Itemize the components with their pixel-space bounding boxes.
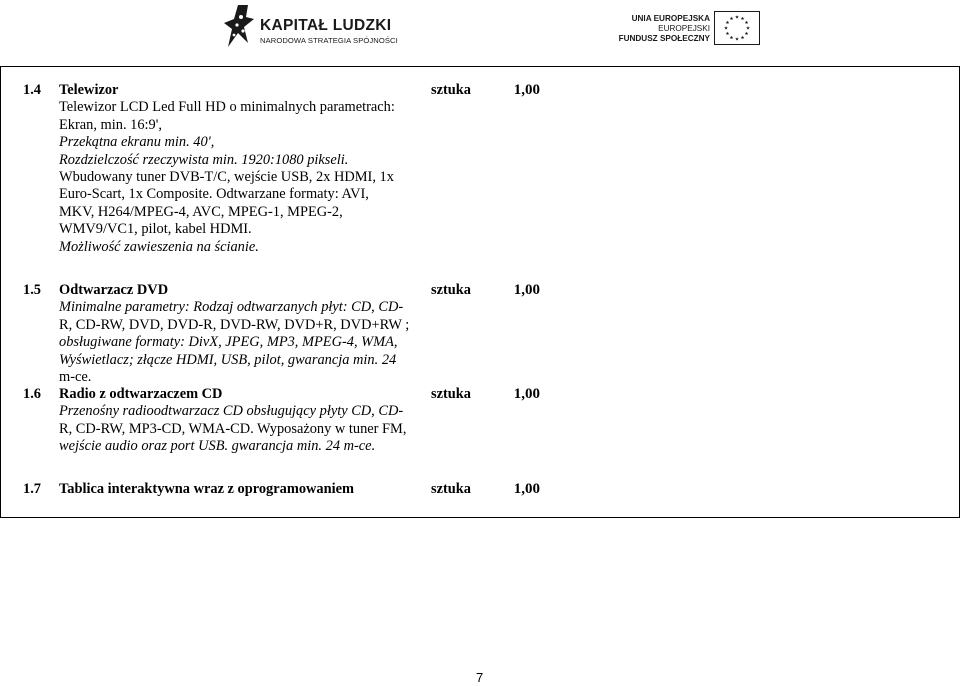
row-line: m-ce.: [59, 369, 92, 386]
row-line: obsługiwane formaty: DivX, JPEG, MP3, MPEG-4, WMA,: [59, 334, 398, 351]
kapital-ludzki-logo: [224, 3, 404, 53]
row-title: Radio z odtwarzaczem CD: [59, 386, 223, 402]
row-description: [59, 82, 419, 256]
row-line: Wbudowany tuner DVB-T/C, wejście USB, 2x HDMI, 1x: [59, 169, 394, 186]
page-number: 7: [476, 670, 484, 685]
row-line: Ekran, min. 16:9',: [59, 116, 162, 133]
row-line: Możliwość zawieszenia na ścianie.: [59, 238, 259, 255]
row-line: Przekątna ekranu min. 40',: [59, 134, 215, 151]
row-line: Rozdzielczość rzeczywista min. 1920:1080 pikseli.: [59, 151, 349, 168]
row-line: MKV, H264/MPEG-4, AVC, MPEG-1, MPEG-2,: [59, 203, 343, 220]
eu-flag-icon: [714, 11, 760, 45]
row-number: 1.7: [23, 481, 41, 497]
eu-logo-line2: EUROPEJSKI: [658, 24, 710, 33]
row-description: [59, 481, 429, 498]
kapital-ludzki-emblem-icon: [224, 3, 256, 51]
eu-logo: [600, 11, 760, 47]
kapital-ludzki-subtitle: NARODOWA STRATEGIA SPÓJNOŚCI: [260, 36, 398, 45]
row-line: Przenośny radioodtwarzacz CD obsługujący płyty CD, CD-: [59, 403, 404, 420]
row-title: Tablica interaktywna wraz z oprogramowaniem: [59, 481, 354, 497]
row-title: Odtwarzacz DVD: [59, 282, 169, 298]
row-line: Telewizor LCD Led Full HD o minimalnych parametrach:: [59, 99, 395, 116]
row-line: R, CD-RW, DVD, DVD-R, DVD-RW, DVD+R, DVD+RW ;: [59, 316, 410, 333]
row-unit: sztuka: [431, 282, 471, 298]
row-unit: sztuka: [431, 82, 471, 98]
row-unit: sztuka: [431, 386, 471, 402]
eu-logo-line1: UNIA EUROPEJSKA: [631, 14, 710, 23]
row-description: [59, 282, 419, 386]
row-line: Euro-Scart, 1x Composite. Odtwarzane formaty: AVI,: [59, 186, 369, 203]
eu-logo-line3: FUNDUSZ SPOŁECZNY: [618, 34, 710, 43]
row-line: Minimalne parametry: Rodzaj odtwarzanych płyt: CD, CD-: [59, 299, 404, 316]
kapital-ludzki-title: KAPITAŁ LUDZKI: [260, 17, 392, 34]
row-unit: sztuka: [431, 481, 471, 497]
row-description: [59, 386, 419, 456]
row-quantity: 1,00: [513, 82, 540, 98]
row-quantity: 1,00: [513, 282, 540, 298]
row-quantity: 1,00: [513, 481, 540, 497]
row-quantity: 1,00: [513, 386, 540, 402]
row-number: 1.6: [23, 386, 41, 402]
row-number: 1.5: [23, 282, 41, 298]
row-line: Wyświetlacz; złącze HDMI, USB, pilot, gwarancja min. 24: [59, 351, 397, 368]
row-number: 1.4: [23, 82, 41, 98]
row-line: wejście audio oraz port USB. gwarancja min. 24 m-ce.: [59, 438, 376, 455]
row-title: Telewizor: [59, 82, 119, 98]
row-line: R, CD-RW, MP3-CD, WMA-CD. Wyposażony w tuner FM,: [59, 420, 407, 437]
row-line: WMV9/VC1, pilot, kabel HDMI.: [59, 221, 252, 238]
